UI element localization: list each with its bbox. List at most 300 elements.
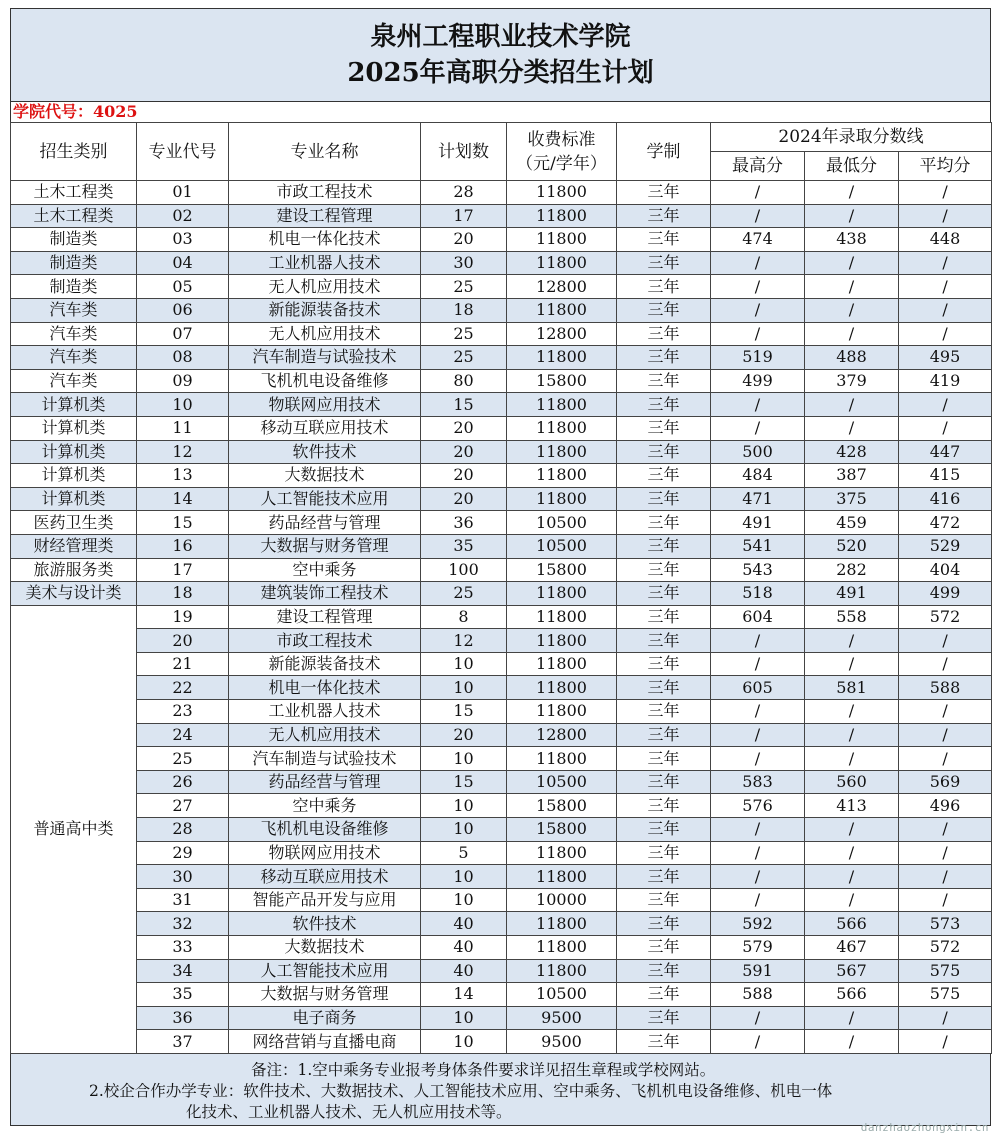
plan-cell: 10 <box>421 888 507 912</box>
plan-cell: 40 <box>421 936 507 960</box>
table-row <box>11 558 992 582</box>
duration-cell: 三年 <box>617 228 711 252</box>
max-score-cell: 500 <box>711 440 805 464</box>
table-row <box>11 1030 992 1054</box>
college-title: 泉州工程职业技术学院 <box>370 22 631 52</box>
plan-cell: 20 <box>421 723 507 747</box>
duration-cell: 三年 <box>617 322 711 346</box>
min-score-cell: / <box>805 1030 899 1054</box>
max-score-cell: 576 <box>711 794 805 818</box>
fee-cell: 11800 <box>507 841 617 865</box>
max-score-cell: 484 <box>711 464 805 488</box>
fee-cell: 11800 <box>507 487 617 511</box>
header-avg: 平均分 <box>899 152 992 181</box>
category-cell: 制造类 <box>11 251 137 275</box>
major-name-cell: 网络营销与直播电商 <box>229 1030 421 1054</box>
plan-cell: 80 <box>421 369 507 393</box>
major-code-cell: 36 <box>137 1006 229 1030</box>
duration-cell: 三年 <box>617 888 711 912</box>
major-code-cell: 15 <box>137 511 229 535</box>
avg-score-cell: 404 <box>899 558 992 582</box>
plan-cell: 36 <box>421 511 507 535</box>
max-score-cell: / <box>711 652 805 676</box>
min-score-cell: / <box>805 723 899 747</box>
avg-score-cell: / <box>899 275 992 299</box>
min-score-cell: 387 <box>805 464 899 488</box>
plan-cell: 10 <box>421 652 507 676</box>
max-score-cell: 471 <box>711 487 805 511</box>
avg-score-cell: / <box>899 416 992 440</box>
min-score-cell: 459 <box>805 511 899 535</box>
fee-cell: 10500 <box>507 511 617 535</box>
table-row <box>11 629 992 653</box>
category-cell: 计算机类 <box>11 416 137 440</box>
category-cell: 制造类 <box>11 228 137 252</box>
duration-cell: 三年 <box>617 275 711 299</box>
table-row <box>11 416 992 440</box>
avg-score-cell: / <box>899 251 992 275</box>
min-score-cell: 488 <box>805 346 899 370</box>
table-row <box>11 181 992 205</box>
min-score-cell: / <box>805 204 899 228</box>
avg-score-cell: / <box>899 723 992 747</box>
plan-cell: 20 <box>421 487 507 511</box>
plan-cell: 14 <box>421 983 507 1007</box>
fee-cell: 11800 <box>507 228 617 252</box>
table-row <box>11 369 992 393</box>
major-name-cell: 物联网应用技术 <box>229 393 421 417</box>
table-row <box>11 487 992 511</box>
avg-score-cell: 569 <box>899 770 992 794</box>
header-fee <box>507 123 617 181</box>
fee-cell: 11800 <box>507 747 617 771</box>
min-score-cell: 282 <box>805 558 899 582</box>
avg-score-cell: / <box>899 393 992 417</box>
plan-cell: 15 <box>421 700 507 724</box>
duration-cell: 三年 <box>617 204 711 228</box>
fee-cell: 15800 <box>507 818 617 842</box>
max-score-cell: 592 <box>711 912 805 936</box>
avg-score-cell: 499 <box>899 582 992 606</box>
major-code-cell: 16 <box>137 534 229 558</box>
min-score-cell: 566 <box>805 912 899 936</box>
table-row <box>11 511 992 535</box>
table-row <box>11 322 992 346</box>
major-code-cell: 17 <box>137 558 229 582</box>
table-row <box>11 912 992 936</box>
max-score-cell: / <box>711 723 805 747</box>
duration-cell: 三年 <box>617 416 711 440</box>
major-name-cell: 物联网应用技术 <box>229 841 421 865</box>
max-score-cell: / <box>711 275 805 299</box>
avg-score-cell: 588 <box>899 676 992 700</box>
avg-score-cell: / <box>899 181 992 205</box>
duration-cell: 三年 <box>617 558 711 582</box>
table-row <box>11 251 992 275</box>
table-row <box>11 700 992 724</box>
max-score-cell: 583 <box>711 770 805 794</box>
duration-cell: 三年 <box>617 464 711 488</box>
major-code-cell: 01 <box>137 181 229 205</box>
plan-cell: 25 <box>421 582 507 606</box>
major-code-cell: 18 <box>137 582 229 606</box>
major-name-cell: 建筑装饰工程技术 <box>229 582 421 606</box>
fee-cell: 11800 <box>507 393 617 417</box>
major-code-cell: 13 <box>137 464 229 488</box>
fee-cell: 12800 <box>507 322 617 346</box>
major-name-cell: 药品经营与管理 <box>229 511 421 535</box>
major-name-cell: 移动互联应用技术 <box>229 416 421 440</box>
plan-cell: 12 <box>421 629 507 653</box>
fee-cell: 10500 <box>507 983 617 1007</box>
plan-cell: 20 <box>421 416 507 440</box>
fee-cell: 11800 <box>507 605 617 629</box>
max-score-cell: / <box>711 181 805 205</box>
major-code-cell: 23 <box>137 700 229 724</box>
fee-cell: 11800 <box>507 959 617 983</box>
duration-cell: 三年 <box>617 251 711 275</box>
min-score-cell: / <box>805 1006 899 1030</box>
max-score-cell: / <box>711 841 805 865</box>
duration-cell: 三年 <box>617 582 711 606</box>
table-row <box>11 534 992 558</box>
major-code-cell: 33 <box>137 936 229 960</box>
table-body <box>11 181 992 1054</box>
fee-cell: 11800 <box>507 652 617 676</box>
note-line-3: 化技术、工业机器人技术、无人机应用技术等。 <box>186 1102 512 1121</box>
duration-cell: 三年 <box>617 534 711 558</box>
min-score-cell: 566 <box>805 983 899 1007</box>
max-score-cell: / <box>711 251 805 275</box>
major-code-cell: 22 <box>137 676 229 700</box>
plan-cell: 10 <box>421 818 507 842</box>
plan-title: 2025年高职分类招生计划 <box>347 58 654 88</box>
duration-cell: 三年 <box>617 440 711 464</box>
fee-cell: 15800 <box>507 558 617 582</box>
note-line-1: 备注：1.空中乘务专业报考身体条件要求详见招生章程或学校网站。 <box>251 1060 716 1079</box>
watermark: danzhaozhongxin.cn <box>860 1121 989 1134</box>
min-score-cell: / <box>805 251 899 275</box>
plan-cell: 10 <box>421 1006 507 1030</box>
plan-cell: 25 <box>421 275 507 299</box>
major-name-cell: 药品经营与管理 <box>229 770 421 794</box>
header-duration: 学制 <box>617 123 711 181</box>
fee-cell: 11800 <box>507 298 617 322</box>
duration-cell: 三年 <box>617 794 711 818</box>
major-name-cell: 工业机器人技术 <box>229 251 421 275</box>
avg-score-cell: 529 <box>899 534 992 558</box>
avg-score-cell: 448 <box>899 228 992 252</box>
avg-score-cell: 416 <box>899 487 992 511</box>
fee-cell: 11800 <box>507 676 617 700</box>
fee-cell: 10000 <box>507 888 617 912</box>
table-row <box>11 298 992 322</box>
category-cell: 汽车类 <box>11 369 137 393</box>
duration-cell: 三年 <box>617 605 711 629</box>
fee-cell: 11800 <box>507 251 617 275</box>
major-name-cell: 大数据技术 <box>229 936 421 960</box>
table-row <box>11 770 992 794</box>
major-code-cell: 29 <box>137 841 229 865</box>
max-score-cell: 499 <box>711 369 805 393</box>
min-score-cell: / <box>805 275 899 299</box>
table-row <box>11 464 992 488</box>
major-name-cell: 新能源装备技术 <box>229 298 421 322</box>
major-code-cell: 27 <box>137 794 229 818</box>
table-row <box>11 888 992 912</box>
duration-cell: 三年 <box>617 700 711 724</box>
category-cell: 计算机类 <box>11 393 137 417</box>
plan-cell: 20 <box>421 464 507 488</box>
major-code-cell: 07 <box>137 322 229 346</box>
category-cell: 计算机类 <box>11 440 137 464</box>
plan-cell: 10 <box>421 1030 507 1054</box>
duration-cell: 三年 <box>617 1030 711 1054</box>
table-row <box>11 228 992 252</box>
major-code-cell: 26 <box>137 770 229 794</box>
fee-cell: 9500 <box>507 1030 617 1054</box>
major-code-cell: 37 <box>137 1030 229 1054</box>
major-name-cell: 空中乘务 <box>229 558 421 582</box>
min-score-cell: 567 <box>805 959 899 983</box>
max-score-cell: 588 <box>711 983 805 1007</box>
max-score-cell: 605 <box>711 676 805 700</box>
plan-cell: 25 <box>421 346 507 370</box>
avg-score-cell: 575 <box>899 959 992 983</box>
avg-score-cell: / <box>899 747 992 771</box>
category-cell: 计算机类 <box>11 464 137 488</box>
table-row <box>11 818 992 842</box>
plan-cell: 40 <box>421 959 507 983</box>
max-score-cell: 519 <box>711 346 805 370</box>
duration-cell: 三年 <box>617 865 711 889</box>
duration-cell: 三年 <box>617 912 711 936</box>
major-name-cell: 市政工程技术 <box>229 629 421 653</box>
fee-cell: 12800 <box>507 723 617 747</box>
avg-score-cell: 572 <box>899 936 992 960</box>
table-row <box>11 959 992 983</box>
min-score-cell: 467 <box>805 936 899 960</box>
category-cell: 土木工程类 <box>11 181 137 205</box>
major-code-cell: 30 <box>137 865 229 889</box>
plan-cell: 100 <box>421 558 507 582</box>
min-score-cell: / <box>805 416 899 440</box>
major-name-cell: 飞机机电设备维修 <box>229 369 421 393</box>
plan-cell: 25 <box>421 322 507 346</box>
fee-cell: 11800 <box>507 912 617 936</box>
min-score-cell: 520 <box>805 534 899 558</box>
min-score-cell: / <box>805 818 899 842</box>
avg-score-cell: 575 <box>899 983 992 1007</box>
duration-cell: 三年 <box>617 181 711 205</box>
fee-cell: 11800 <box>507 700 617 724</box>
major-name-cell: 人工智能技术应用 <box>229 487 421 511</box>
max-score-cell: 591 <box>711 959 805 983</box>
max-score-cell: / <box>711 416 805 440</box>
major-name-cell: 大数据与财务管理 <box>229 534 421 558</box>
plan-cell: 15 <box>421 393 507 417</box>
major-name-cell: 软件技术 <box>229 440 421 464</box>
plan-cell: 10 <box>421 676 507 700</box>
major-name-cell: 无人机应用技术 <box>229 275 421 299</box>
category-cell: 美术与设计类 <box>11 582 137 606</box>
duration-cell: 三年 <box>617 747 711 771</box>
plan-cell: 10 <box>421 865 507 889</box>
table-row <box>11 393 992 417</box>
table-row <box>11 440 992 464</box>
plan-cell: 15 <box>421 770 507 794</box>
plan-cell: 40 <box>421 912 507 936</box>
avg-score-cell: / <box>899 818 992 842</box>
major-code-cell: 20 <box>137 629 229 653</box>
min-score-cell: 558 <box>805 605 899 629</box>
duration-cell: 三年 <box>617 393 711 417</box>
duration-cell: 三年 <box>617 818 711 842</box>
avg-score-cell: 572 <box>899 605 992 629</box>
max-score-cell: / <box>711 888 805 912</box>
avg-score-cell: 495 <box>899 346 992 370</box>
max-score-cell: / <box>711 818 805 842</box>
table-row <box>11 794 992 818</box>
min-score-cell: / <box>805 652 899 676</box>
min-score-cell: / <box>805 865 899 889</box>
plan-cell: 20 <box>421 440 507 464</box>
plan-cell: 10 <box>421 747 507 771</box>
major-name-cell: 软件技术 <box>229 912 421 936</box>
max-score-cell: 518 <box>711 582 805 606</box>
min-score-cell: 560 <box>805 770 899 794</box>
header-major-name: 专业名称 <box>229 123 421 181</box>
fee-cell: 15800 <box>507 369 617 393</box>
table-row <box>11 582 992 606</box>
major-code-cell: 35 <box>137 983 229 1007</box>
category-cell: 汽车类 <box>11 322 137 346</box>
major-name-cell: 飞机机电设备维修 <box>229 818 421 842</box>
max-score-cell: / <box>711 298 805 322</box>
plan-cell: 30 <box>421 251 507 275</box>
duration-cell: 三年 <box>617 959 711 983</box>
max-score-cell: / <box>711 1030 805 1054</box>
min-score-cell: / <box>805 181 899 205</box>
avg-score-cell: / <box>899 865 992 889</box>
fee-cell: 11800 <box>507 440 617 464</box>
major-name-cell: 大数据与财务管理 <box>229 983 421 1007</box>
table-row <box>11 1006 992 1030</box>
major-name-cell: 建设工程管理 <box>229 204 421 228</box>
header-score-group: 2024年录取分数线 <box>711 123 992 152</box>
major-code-cell: 19 <box>137 605 229 629</box>
table-row <box>11 865 992 889</box>
table-row <box>11 676 992 700</box>
category-cell: 计算机类 <box>11 487 137 511</box>
fee-cell: 11800 <box>507 464 617 488</box>
category-cell: 汽车类 <box>11 298 137 322</box>
duration-cell: 三年 <box>617 676 711 700</box>
category-cell-general: 普通高中类 <box>11 605 137 1053</box>
table-row <box>11 275 992 299</box>
major-name-cell: 人工智能技术应用 <box>229 959 421 983</box>
duration-cell: 三年 <box>617 723 711 747</box>
college-code: 学院代号：4025 <box>10 102 991 122</box>
major-code-cell: 09 <box>137 369 229 393</box>
plan-cell: 10 <box>421 794 507 818</box>
major-code-cell: 24 <box>137 723 229 747</box>
max-score-cell: / <box>711 204 805 228</box>
plan-cell: 18 <box>421 298 507 322</box>
category-cell: 旅游服务类 <box>11 558 137 582</box>
major-name-cell: 机电一体化技术 <box>229 228 421 252</box>
major-name-cell: 大数据技术 <box>229 464 421 488</box>
major-name-cell: 空中乘务 <box>229 794 421 818</box>
fee-cell: 10500 <box>507 534 617 558</box>
max-score-cell: 474 <box>711 228 805 252</box>
major-name-cell: 电子商务 <box>229 1006 421 1030</box>
major-code-cell: 28 <box>137 818 229 842</box>
avg-score-cell: 472 <box>899 511 992 535</box>
avg-score-cell: 447 <box>899 440 992 464</box>
max-score-cell: / <box>711 700 805 724</box>
min-score-cell: / <box>805 629 899 653</box>
avg-score-cell: 496 <box>899 794 992 818</box>
major-code-cell: 06 <box>137 298 229 322</box>
fee-cell: 11800 <box>507 865 617 889</box>
table-row <box>11 936 992 960</box>
fee-cell: 11800 <box>507 936 617 960</box>
major-code-cell: 03 <box>137 228 229 252</box>
plan-cell: 35 <box>421 534 507 558</box>
major-code-cell: 05 <box>137 275 229 299</box>
major-name-cell: 市政工程技术 <box>229 181 421 205</box>
table-row <box>11 747 992 771</box>
max-score-cell: 604 <box>711 605 805 629</box>
min-score-cell: 413 <box>805 794 899 818</box>
min-score-cell: 379 <box>805 369 899 393</box>
duration-cell: 三年 <box>617 936 711 960</box>
duration-cell: 三年 <box>617 983 711 1007</box>
min-score-cell: / <box>805 841 899 865</box>
duration-cell: 三年 <box>617 298 711 322</box>
header-max: 最高分 <box>711 152 805 181</box>
duration-cell: 三年 <box>617 1006 711 1030</box>
major-name-cell: 建设工程管理 <box>229 605 421 629</box>
major-name-cell: 无人机应用技术 <box>229 723 421 747</box>
major-name-cell: 新能源装备技术 <box>229 652 421 676</box>
major-code-cell: 31 <box>137 888 229 912</box>
major-code-cell: 04 <box>137 251 229 275</box>
avg-score-cell: / <box>899 1006 992 1030</box>
max-score-cell: 579 <box>711 936 805 960</box>
duration-cell: 三年 <box>617 629 711 653</box>
fee-cell: 11800 <box>507 629 617 653</box>
category-cell: 医药卫生类 <box>11 511 137 535</box>
major-code-cell: 10 <box>137 393 229 417</box>
category-cell: 制造类 <box>11 275 137 299</box>
table-row <box>11 723 992 747</box>
major-code-cell: 02 <box>137 204 229 228</box>
category-cell: 土木工程类 <box>11 204 137 228</box>
major-name-cell: 机电一体化技术 <box>229 676 421 700</box>
min-score-cell: 491 <box>805 582 899 606</box>
header-category: 招生类别 <box>11 123 137 181</box>
duration-cell: 三年 <box>617 511 711 535</box>
major-name-cell: 汽车制造与试验技术 <box>229 346 421 370</box>
duration-cell: 三年 <box>617 652 711 676</box>
admission-plan-sheet <box>10 8 991 1126</box>
fee-cell: 10500 <box>507 770 617 794</box>
header-min: 最低分 <box>805 152 899 181</box>
header-major-code: 专业代号 <box>137 123 229 181</box>
avg-score-cell: 419 <box>899 369 992 393</box>
